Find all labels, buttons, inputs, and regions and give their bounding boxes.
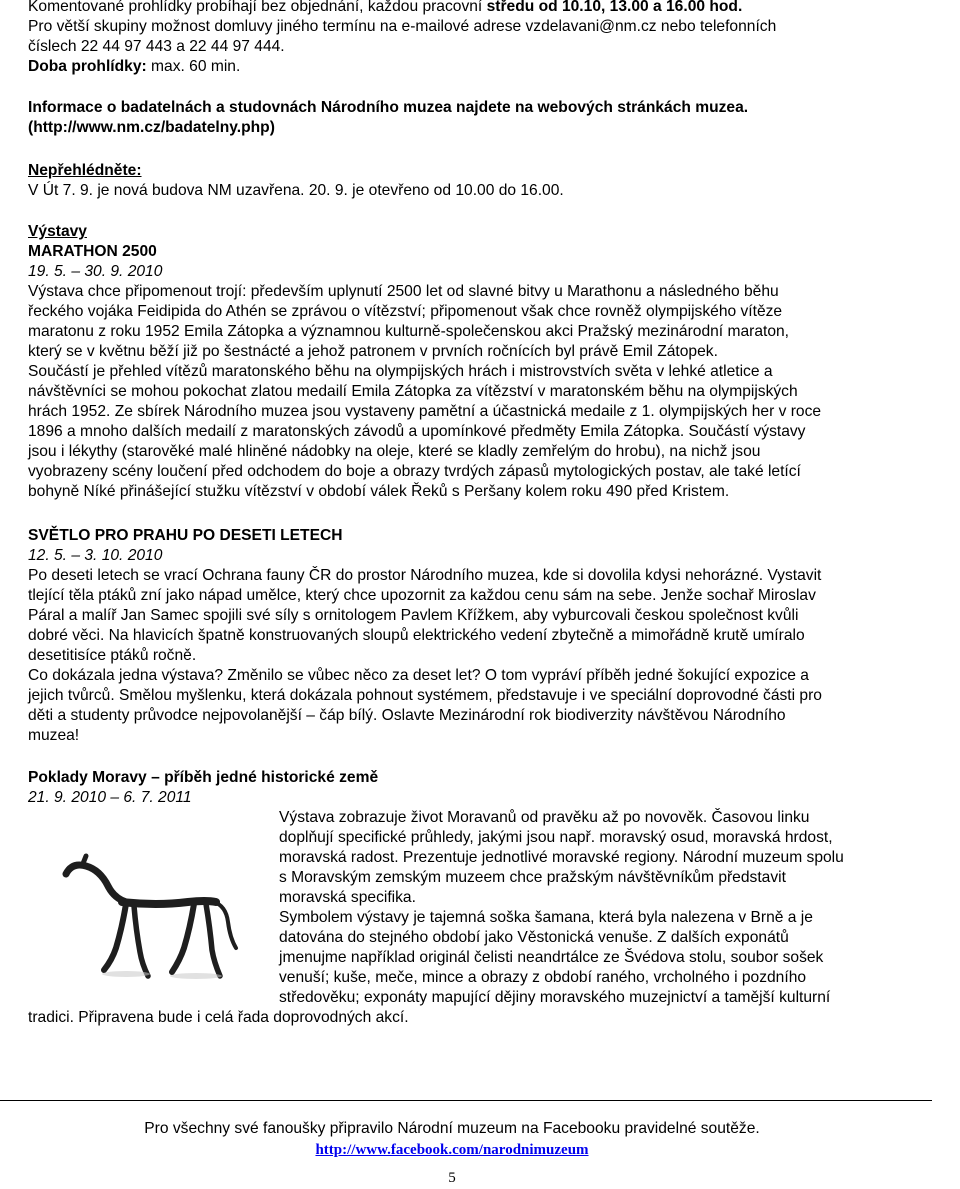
- moravia-body-line: moravská radost. Prezentuje jednotlivé moravské regiony. Národní muzeum spolu: [279, 849, 844, 866]
- moravia-body-line: s Moravským zemským muzeem chce pražským návštěvníkům představit: [279, 869, 786, 886]
- light-body-line: jejich tvůrců. Smělou myšlenku, která dokázala pohnout systémem, představuje i ve speciální doprovodné části pro: [28, 687, 822, 704]
- marathon-body-line: Součástí je přehled vítězů maratonského běhu na olympijských hrách i mistrovstvích světa v lehké atletice a: [28, 363, 773, 380]
- light-body-line: tlející těla ptáků zní jako nápad umělce, který chce upozornit za každou cenu sám na sebe. Jenže sochař Miroslav: [28, 587, 816, 604]
- moravia-title: Poklady Moravy – příběh jedné historické země: [28, 769, 379, 786]
- moravia-body-line: doplňují specifické průhledy, jakými jsou např. moravský osud, moravská hrdost,: [279, 829, 833, 846]
- page-number: 5: [448, 1170, 456, 1186]
- marathon-body-line: Výstava chce připomenout trojí: především uplynutí 2500 let od slavné bitvy u Marathonu a následného běhu: [28, 283, 779, 300]
- tours-line-2: Pro větší skupiny možnost domluvy jiného termínu na e-mailové adrese vzdelavani@nm.cz nebo telefonních: [28, 18, 777, 35]
- marathon-body-line: hrách 1952. Ze sbírek Národního muzea jsou vystaveny pamětní a účastnická medaile z 1. olympijských her v roce: [28, 403, 822, 420]
- moravia-dates: 21. 9. 2010 – 6. 7. 2011: [28, 789, 192, 806]
- moravia-last-line: tradici. Připravena bude i celá řada doprovodných akcí.: [28, 1009, 409, 1026]
- footer-text: Pro všechny své fanoušky připravilo Národní muzeum na Facebooku pravidelné soutěže.: [144, 1120, 760, 1137]
- moravia-body-line: datována do stejného období jako Věstonická venuše. Z dalších exponátů: [279, 929, 789, 946]
- light-body: [28, 566, 822, 746]
- light-title: SVĚTLO PRO PRAHU PO DESETI LETECH: [28, 527, 343, 544]
- moravia-body-line: Výstava zobrazuje život Moravanů od pravěku až po novověk. Časovou linku: [279, 809, 810, 826]
- marathon-section: [28, 222, 821, 502]
- moravia-body-line: jmenujme například originál čelisti neandrtálce ze Švédova stolu, soubor sošek: [279, 949, 824, 966]
- light-body-line: Po deseti letech se vrací Ochrana fauny ČR do prostor Národního muzea, kde si dovolila kdysi nehorázné. Vystavit: [28, 567, 822, 584]
- notice-section: [28, 161, 564, 201]
- moravia-body-line: Symbolem výstavy je tajemná soška šamana, která byla nalezena v Brně a je: [279, 909, 813, 926]
- info-line-1: Informace o badatelnách a studovnách Národního muzea najdete na webových stránkách muzea.: [28, 99, 749, 116]
- moravia-body-line: středověku; exponáty mapující dějiny moravského muzejnictví a tamější kulturní: [279, 989, 831, 1006]
- light-dates: 12. 5. – 3. 10. 2010: [28, 547, 163, 564]
- info-section: [28, 98, 748, 138]
- light-body-line: Co dokázala jedna výstava? Změnilo se vůbec něco za deset let? O tom vypráví příběh jedné šokující expozice a: [28, 667, 809, 684]
- marathon-body-line: návštěvníci se mohou pokochat zlatou medailí Emila Zátopka za vítězství v maratonském běhu na olympijských: [28, 383, 798, 400]
- light-body-line: dobré věci. Na hlavicích špatně konstruovaných sloupů elektrického vedení zbytečně a mimořádně krutě umíralo: [28, 627, 805, 644]
- tours-section: [28, 0, 776, 77]
- light-body-line: muzea!: [28, 727, 80, 744]
- marathon-body-line: bohyně Níké přinášející stužku vítězství v období válek Řeků s Peršany kolem roku 490 před Kristem.: [28, 483, 730, 500]
- tours-line-1: Komentované prohlídky probíhají bez objednání, každou pracovní středu od 10.10, 13.00 a 16.00 hod.: [28, 0, 743, 15]
- marathon-body: [28, 282, 821, 502]
- marathon-body-line: maratonu z roku 1952 Emila Zátopka a významnou kulturně-společenskou akci Pražský mezinárodní maraton,: [28, 323, 790, 340]
- marathon-dates: 19. 5. – 30. 9. 2010: [28, 263, 163, 280]
- moravia-body-line: venuší; kuše, meče, mince a obrazy z období raného, vrcholného i pozdního: [279, 969, 807, 986]
- notice-text: V Út 7. 9. je nová budova NM uzavřena. 20. 9. je otevřeno od 10.00 do 16.00.: [28, 182, 564, 199]
- facebook-link[interactable]: http://www.facebook.com/narodnimuzeum: [315, 1142, 589, 1158]
- marathon-body-line: jsou i lékythy (starověké malé hliněné nádobky na oleje, které se kladly zemřelým do hrobu), na nichž jsou: [28, 443, 761, 460]
- tour-duration: Doba prohlídky: max. 60 min.: [28, 58, 241, 75]
- moravia-body-line: moravská specifika.: [279, 889, 416, 906]
- light-body-line: Páral a malíř Jan Samec spojili své síly s ornitologem Pavlem Křížkem, aby vyburcovali českou společnost kvůli: [28, 607, 799, 624]
- footer-divider: [0, 1100, 932, 1101]
- tours-line-3: číslech 22 44 97 443 a 22 44 97 444.: [28, 38, 285, 55]
- shaman-statuette-image: [56, 836, 256, 986]
- light-body-line: desetitisíce ptáků ročně.: [28, 647, 197, 664]
- marathon-body-line: který se v květnu běží již po šestnácté a jehož patronem v prvních ročnících byl právě Emil Zátopek.: [28, 343, 718, 360]
- info-line-2: (http://www.nm.cz/badatelny.php): [28, 119, 275, 136]
- marathon-body-line: vyobrazeny scény loučení před odchodem do boje a obrazy tvrdých zápasů mytologických postav, ale také letící: [28, 463, 801, 480]
- light-section: [28, 526, 822, 746]
- marathon-body-line: řeckého vojáka Feidipida do Athén se zprávou o vítězství; připomenout však chce rovněž olympijského vítěze: [28, 303, 783, 320]
- exhibitions-heading: Výstavy: [28, 223, 87, 240]
- notice-heading: Nepřehlédněte:: [28, 162, 142, 179]
- marathon-body-line: 1896 a mnoho dalších medailí z maratonských závodů a upomínkové předměty Emila Zátopka. Součástí výstavy: [28, 423, 806, 440]
- light-body-line: děti a studenty průvodce nejpovolanější – čáp bílý. Oslavte Mezinárodní rok biodiverzity návštěvou Národního: [28, 707, 786, 724]
- marathon-title: MARATHON 2500: [28, 243, 157, 260]
